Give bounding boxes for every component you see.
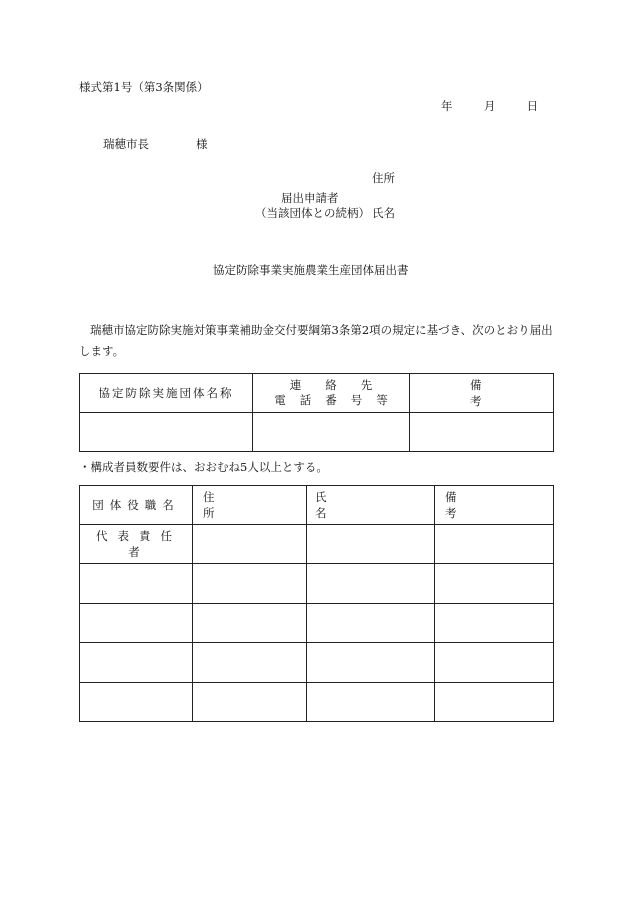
address-cell[interactable] (193, 525, 307, 564)
header-remarks2-label: 備考 (445, 490, 529, 520)
document-title: 協定防除事業実施農業生産団体届出書 (213, 263, 409, 277)
table-row (80, 643, 554, 683)
body-text: 瑞穂市協定防除実施対策事業補助金交付要綱第3条第2項の規定に基づき、次のとおり届出します。 (79, 323, 553, 358)
header-address (193, 486, 307, 525)
remarks-cell[interactable] (410, 413, 554, 452)
header-position-label: 団体役職名 (92, 498, 180, 512)
addressee-honorific: 様 (196, 137, 208, 151)
addressee-name: 瑞穂市長 (103, 137, 149, 151)
date-day: 日 (526, 99, 539, 113)
header-remarks (410, 374, 554, 413)
header-group-name-label: 協定防除実施団体名称 (98, 386, 234, 400)
table-row (80, 374, 554, 413)
representative-cell (80, 525, 193, 564)
header-contact-line1: 連絡先 (289, 378, 397, 392)
remarks-cell[interactable] (435, 683, 554, 722)
contact-cell[interactable] (253, 413, 410, 452)
representative-label: 代表責任者 (96, 529, 182, 559)
date-month: 月 (483, 99, 496, 113)
applicant-name-label: 氏名 (372, 206, 395, 220)
position-cell[interactable] (80, 683, 193, 722)
position-cell[interactable] (80, 564, 193, 604)
remarks-cell[interactable] (435, 564, 554, 604)
name-cell[interactable] (307, 564, 435, 604)
members-table (79, 485, 554, 722)
header-position (80, 486, 193, 525)
position-cell[interactable] (80, 643, 193, 683)
remarks-cell[interactable] (435, 525, 554, 564)
date-year: 年 (441, 99, 453, 113)
applicant-role-label: 届出申請者 (281, 191, 339, 205)
header-group-name (80, 374, 253, 413)
address-cell[interactable] (193, 564, 307, 604)
group-info-table (79, 373, 554, 452)
table-row (80, 525, 554, 564)
applicant-relation-label: （当該団体との続柄） (255, 206, 370, 220)
header-name-label: 氏名 (315, 490, 419, 520)
header-contact (253, 374, 410, 413)
header-remarks-label: 備考 (470, 378, 542, 408)
table-row (80, 413, 554, 452)
table-row (80, 604, 554, 643)
header-address-label: 住所 (203, 490, 287, 520)
address-cell[interactable] (193, 643, 307, 683)
member-note: ・構成者員数要件は、おおむね5人以上とする。 (79, 460, 328, 474)
name-cell[interactable] (307, 683, 435, 722)
name-cell[interactable] (307, 604, 435, 643)
header-remarks2 (435, 486, 554, 525)
table-row (80, 564, 554, 604)
group-name-cell[interactable] (80, 413, 253, 452)
remarks-cell[interactable] (435, 604, 554, 643)
table-row (80, 683, 554, 722)
position-cell[interactable] (80, 604, 193, 643)
date-line (441, 101, 538, 113)
applicant-address-label: 住所 (372, 171, 395, 185)
name-cell[interactable] (307, 643, 435, 683)
header-contact-line2: 電話番号等 (274, 393, 402, 407)
form-number: 様式第1号（第3条関係） (79, 80, 209, 94)
name-cell[interactable] (307, 525, 435, 564)
header-name (307, 486, 435, 525)
table-row (80, 486, 554, 525)
address-cell[interactable] (193, 683, 307, 722)
remarks-cell[interactable] (435, 643, 554, 683)
address-cell[interactable] (193, 604, 307, 643)
